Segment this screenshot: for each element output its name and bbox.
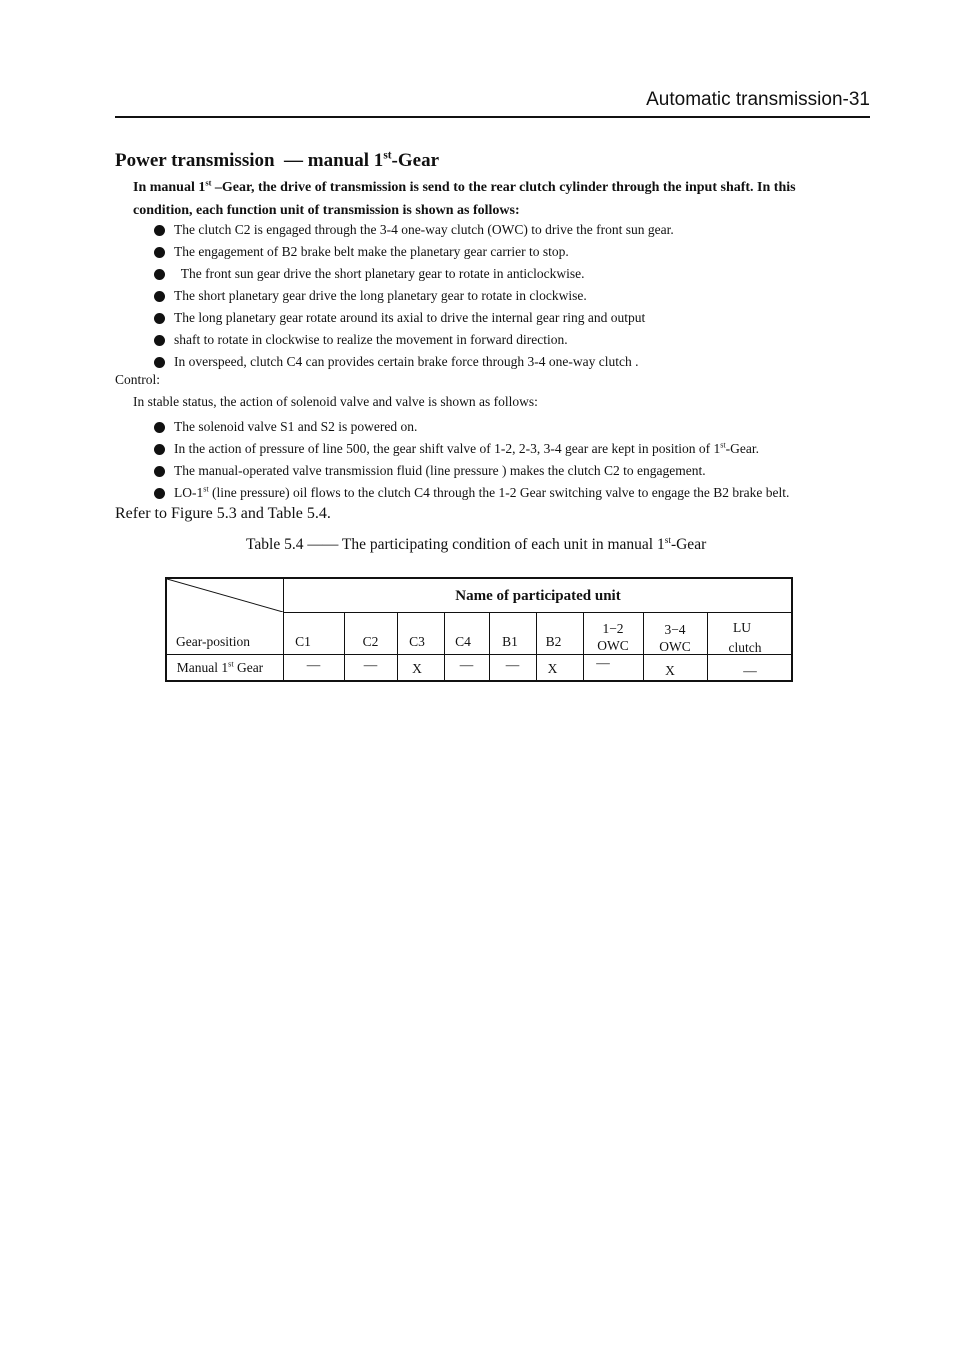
list-item-sup: st <box>203 484 209 494</box>
row-label-sup: st <box>228 659 234 669</box>
column-header-c3: C3 <box>409 634 425 649</box>
bullet-icon <box>154 335 165 346</box>
row-label-suffix: Gear <box>233 660 264 675</box>
column-header-lu-bottom: clutch <box>728 640 762 655</box>
column-header-owc12-top: 1−2 <box>602 621 624 636</box>
figure-reference: Refer to Figure 5.3 and Table 5.4. <box>115 505 331 522</box>
function-unit-list <box>133 219 674 373</box>
list-item-suffix: (line pressure) oil flows to the clutch C4 through the 1-2 Gear switching valve to engage the B2 brake belt. <box>208 485 790 500</box>
column-header-owc34-top: 3−4 <box>664 622 686 637</box>
list-item <box>133 482 789 504</box>
list-item-sup: st <box>720 440 726 450</box>
list-item <box>133 416 789 438</box>
list-item-text: The long planetary gear rotate around its axial to drive the internal gear ring and output <box>174 310 646 325</box>
value-b1: — <box>505 657 520 672</box>
list-item-text: In overspeed, clutch C4 can provides certain brake force through 3-4 one-way clutch . <box>174 354 639 369</box>
list-item-text: The clutch C2 is engaged through the 3-4 one-way clutch (OWC) to drive the front sun gear. <box>174 222 674 237</box>
column-header-c2: C2 <box>362 634 379 649</box>
list-item-text: The manual-operated valve transmission fluid (line pressure ) makes the clutch C2 to engagement. <box>174 463 706 478</box>
column-header-c4: C4 <box>455 634 471 649</box>
list-item <box>133 307 674 329</box>
caption-text: Table 5.4 —— The participating condition of each unit in manual 1 <box>246 536 665 553</box>
column-header-b2: B2 <box>545 634 562 649</box>
bullet-icon <box>154 466 165 477</box>
value-owc12: — <box>596 655 610 670</box>
list-item <box>133 351 674 373</box>
column-header-c1: C1 <box>295 634 311 649</box>
intro-text: In manual 1 <box>133 180 206 195</box>
bullet-icon <box>154 291 165 302</box>
control-intro: In stable status, the action of solenoid valve and valve is shown as follows: <box>133 394 538 409</box>
intro-sup: st <box>205 178 212 188</box>
diagonal-header-line <box>167 579 283 612</box>
column-header-lu-top: LU <box>733 620 751 635</box>
bullet-icon <box>154 357 165 368</box>
intro-suffix: –Gear, the drive of transmission is send to the rear clutch cylinder through the input shaft. In this condition, each function unit of transmission is shown as follows: <box>133 180 796 218</box>
list-item-suffix: -Gear. <box>725 441 759 456</box>
list-item <box>133 438 789 460</box>
caption-suffix: -Gear <box>670 536 707 553</box>
list-item <box>133 263 674 285</box>
list-item-text: The solenoid valve S1 and S2 is powered on. <box>174 419 418 434</box>
list-item-text: The front sun gear drive the short planetary gear to rotate in anticlockwise. <box>174 266 585 281</box>
column-header-b1: B1 <box>502 634 518 649</box>
heading-text: Power transmission — manual 1 <box>115 150 384 171</box>
value-c3: X <box>412 661 422 676</box>
bullet-icon <box>154 269 165 280</box>
list-item <box>133 241 674 263</box>
list-item-text: The engagement of B2 brake belt make the planetary gear carrier to stop. <box>174 244 569 259</box>
bullet-icon <box>154 225 165 236</box>
list-item-text: LO-1 <box>174 485 204 500</box>
bullet-icon <box>154 444 165 455</box>
list-item-text: shaft to rotate in clockwise to realize the movement in forward direction. <box>174 332 568 347</box>
heading-sup: st <box>383 149 392 162</box>
participation-table <box>165 577 793 682</box>
row-label <box>167 660 273 676</box>
table-caption <box>246 536 706 554</box>
group-header: Name of participated unit <box>455 588 621 604</box>
heading-suffix: -Gear <box>391 150 440 171</box>
row-label-text: Manual 1 <box>176 660 229 675</box>
bullet-icon <box>154 488 165 499</box>
intro-paragraph <box>133 176 853 222</box>
list-item <box>133 219 674 241</box>
header-rule <box>115 116 870 118</box>
value-b2: X <box>547 661 558 676</box>
list-item-text: In the action of pressure of line 500, the gear shift valve of 1-2, 2-3, 3-4 gear are kept in position of 1 <box>174 441 721 456</box>
section-heading <box>115 150 439 172</box>
list-item <box>133 329 674 351</box>
bullet-icon <box>154 422 165 433</box>
list-item <box>133 460 789 482</box>
caption-sup: st <box>664 535 671 546</box>
list-item <box>133 285 674 307</box>
value-owc34: X <box>665 663 675 678</box>
value-lu: — <box>743 663 757 678</box>
table-rule <box>283 612 793 613</box>
bullet-icon <box>154 313 165 324</box>
list-item-text: The short planetary gear drive the long planetary gear to rotate in clockwise. <box>174 288 587 303</box>
page-header-title: Automatic transmission-31 <box>646 89 870 110</box>
control-list <box>133 416 789 504</box>
column-header-owc12-bottom: OWC <box>597 638 629 653</box>
value-c4: — <box>459 657 474 672</box>
value-c1: — <box>306 657 321 672</box>
value-c2: — <box>363 657 378 672</box>
column-header-owc34-bottom: OWC <box>659 639 691 654</box>
bullet-icon <box>154 247 165 258</box>
control-label: Control: <box>115 372 161 387</box>
row-header-label: Gear-position <box>176 634 250 649</box>
